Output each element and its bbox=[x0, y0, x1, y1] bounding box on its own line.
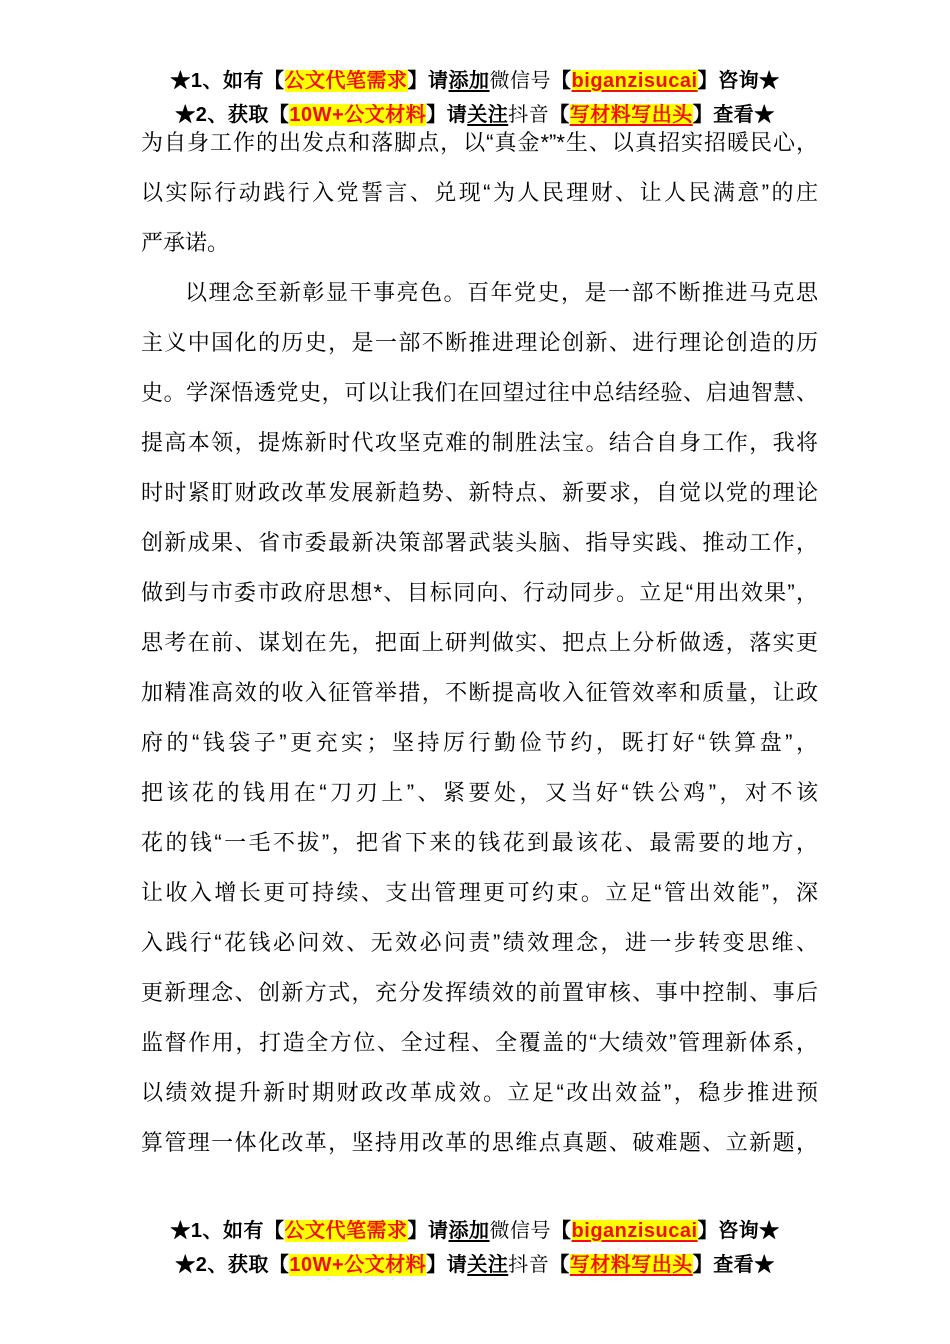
body-line: 主义中国化的历史，是一部不断推进理论创新、进行理论创造的历 bbox=[141, 330, 818, 355]
notice-segment: ★2、获取【 bbox=[175, 104, 290, 126]
notice-segment: 抖音 bbox=[508, 104, 550, 126]
body-line: 以理念至新彰显干事亮色。百年党史，是一部不断推进马克思 bbox=[185, 280, 818, 305]
notice-line bbox=[0, 1248, 950, 1282]
document-body-text bbox=[141, 118, 818, 1168]
notice-segment: 关注 bbox=[467, 104, 509, 126]
notice-segment: 】请 bbox=[407, 1220, 449, 1242]
body-line: 史。学深悟透党史，可以让我们在回望过往中总结经验、启迪智慧、 bbox=[141, 380, 818, 405]
notice-segment: 【 bbox=[551, 1220, 572, 1242]
notice-segment: 写材料写出头 bbox=[569, 1254, 693, 1276]
body-line: 提高本领，提炼新时代攻坚克难的制胜法宝。结合自身工作，我将 bbox=[141, 430, 818, 455]
body-line: 创新成果、省市委最新决策部署武装头脑、指导实践、推动工作， bbox=[141, 530, 818, 555]
body-line: 思考在前、谋划在先，把面上研判做实、把点上分析做透，落实更 bbox=[141, 630, 818, 655]
notice-segment: biganzisucai bbox=[571, 70, 698, 92]
notice-segment: biganzisucai bbox=[571, 1220, 698, 1242]
notice-segment: 】查看★ bbox=[692, 104, 775, 126]
body-line: 时时紧盯财政改革发展新趋势、新特点、新要求，自觉以党的理论 bbox=[141, 480, 818, 505]
body-line: 以绩效提升新时期财政改革成效。立足“改出效益”，稳步推进预 bbox=[141, 1080, 818, 1105]
body-line: 把该花的钱用在“刀刃上”、紧要处，又当好“铁公鸡”，对不该 bbox=[141, 780, 818, 805]
notice-segment: 10W+公文材料 bbox=[289, 1254, 427, 1276]
notice-segment: 】咨询★ bbox=[697, 1220, 780, 1242]
notice-segment: 添加 bbox=[448, 70, 490, 92]
notice-segment: 】请 bbox=[426, 1254, 468, 1276]
notice-segment: 【 bbox=[549, 1254, 570, 1276]
notice-segment: 微信号 bbox=[489, 1220, 552, 1242]
body-line: 让收入增长更可持续、支出管理更可约束。立足“管出效能”，深 bbox=[141, 880, 818, 905]
notice-segment: 】请 bbox=[407, 70, 449, 92]
notice-segment: 写材料写出头 bbox=[569, 104, 693, 126]
notice-segment: 抖音 bbox=[508, 1254, 550, 1276]
body-line: 监督作用，打造全方位、全过程、全覆盖的“大绩效”管理新体系， bbox=[141, 1030, 818, 1055]
notice-segment: 公文代笔需求 bbox=[284, 70, 408, 92]
notice-segment: 】请 bbox=[426, 104, 468, 126]
notice-segment: 关注 bbox=[467, 1254, 509, 1276]
notice-segment: 微信号 bbox=[489, 70, 552, 92]
body-line: 以实际行动践行入党誓言、兑现“为人民理财、让人民满意”的庄 bbox=[141, 180, 818, 205]
notice-segment: 【 bbox=[551, 70, 572, 92]
notice-segment: 【 bbox=[549, 104, 570, 126]
body-line: 算管理一体化改革，坚持用改革的思维点真题、破难题、立新题， bbox=[141, 1130, 818, 1155]
body-line: 为自身工作的出发点和落脚点，以“真金*”*生、以真招实招暖民心， bbox=[141, 130, 818, 155]
body-line: 更新理念、创新方式，充分发挥绩效的前置审核、事中控制、事后 bbox=[141, 980, 818, 1005]
notice-segment: 10W+公文材料 bbox=[289, 104, 427, 126]
notice-segment: 公文代笔需求 bbox=[284, 1220, 408, 1242]
notice-segment: 添加 bbox=[448, 1220, 490, 1242]
body-line: 入践行“花钱必问效、无效必问责”绩效理念，进一步转变思维、 bbox=[141, 930, 818, 955]
body-line: 做到与市委市政府思想*、目标同向、行动同步。立足“用出效果”， bbox=[141, 580, 818, 605]
body-line: 府的“钱袋子”更充实；坚持厉行勤俭节约，既打好“铁算盘”， bbox=[141, 730, 818, 755]
body-line: 严承诺。 bbox=[141, 230, 230, 255]
body-line: 加精准高效的收入征管举措，不断提高收入征管效率和质量，让政 bbox=[141, 680, 818, 705]
notice-segment: 】查看★ bbox=[692, 1254, 775, 1276]
notice-segment: ★1、如有【 bbox=[170, 1220, 285, 1242]
promo-footer bbox=[0, 1214, 950, 1282]
notice-line bbox=[0, 64, 950, 98]
body-line: 花的钱“一毛不拔”，把省下来的钱花到最该花、最需要的地方， bbox=[141, 830, 818, 855]
notice-segment: 】咨询★ bbox=[697, 70, 780, 92]
notice-segment: ★1、如有【 bbox=[170, 70, 285, 92]
notice-line bbox=[0, 1214, 950, 1248]
notice-segment: ★2、获取【 bbox=[175, 1254, 290, 1276]
